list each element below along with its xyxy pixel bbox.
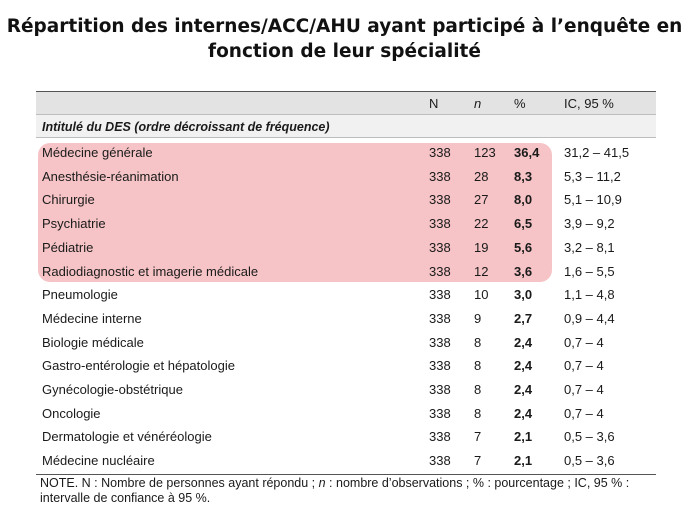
row-n-obs: 123 (474, 145, 496, 160)
section-label: Intitulé du DES (ordre décroissant de fréquence) (42, 120, 330, 134)
title-line-2: fonction de leur spécialité (208, 41, 481, 62)
row-percent: 6,5 (514, 216, 533, 232)
row-percent: 2,1 (514, 429, 533, 445)
column-header-n-total: N (429, 96, 439, 111)
row-label: Oncologie (42, 405, 101, 421)
row-n-total: 338 (429, 192, 451, 208)
row-percent: 2,4 (514, 358, 533, 374)
row-ci: 3,9 – 9,2 (564, 216, 615, 232)
row-label: Anesthésie-réanimation (42, 168, 179, 184)
row-percent: 2,4 (514, 382, 533, 397)
row-n-total: 338 (429, 310, 451, 326)
row-label: Chirurgie (42, 192, 95, 208)
row-ci: 5,1 – 10,9 (564, 192, 622, 208)
row-ci: 0,5 – 3,6 (564, 429, 615, 445)
row-ci: 0,7 – 4 (564, 358, 604, 374)
row-n-obs: 9 (474, 310, 482, 326)
column-header-ci: IC, 95 % (564, 96, 614, 111)
row-ci: 0,7 – 4 (564, 405, 604, 421)
row-label: Dermatologie et vénéréologie (42, 429, 212, 445)
row-n-obs: 7 (474, 453, 482, 469)
row-n-obs: 10 (474, 287, 489, 303)
row-label: Pneumologie (42, 287, 118, 303)
row-ci: 0,5 – 3,6 (564, 453, 615, 469)
row-n-total: 338 (429, 453, 451, 469)
row-label: Biologie médicale (42, 334, 144, 350)
row-percent: 3,0 (514, 287, 533, 303)
row-ci: 0,9 – 4,4 (564, 310, 615, 326)
row-percent: 5,6 (514, 239, 533, 255)
row-label: Radiodiagnostic et imagerie médicale (42, 263, 259, 279)
row-n-total: 338 (429, 382, 451, 397)
row-n-total: 338 (429, 405, 451, 421)
table-note (40, 476, 660, 506)
row-n-total: 338 (429, 168, 451, 184)
row-percent: 2,1 (514, 453, 533, 469)
row-percent: 2,4 (514, 334, 533, 350)
row-n-obs: 22 (474, 216, 489, 232)
table-header (36, 91, 656, 114)
row-n-obs: 27 (474, 192, 489, 208)
row-n-total: 338 (429, 239, 451, 255)
row-n-total: 338 (429, 263, 451, 279)
row-n-obs: 8 (474, 334, 482, 350)
row-ci: 3,2 – 8,1 (564, 239, 615, 255)
title-line-1: Répartition des internes/ACC/AHU ayant participé à l’enquête en (6, 16, 683, 37)
row-ci: 0,7 – 4 (564, 334, 604, 350)
row-n-obs: 8 (474, 405, 482, 421)
row-label: Gastro-entérologie et hépatologie (42, 358, 235, 374)
row-n-total: 338 (429, 145, 451, 160)
column-header-percent: % (514, 96, 526, 111)
row-label: Gynécologie-obstétrique (42, 382, 183, 397)
row-n-total: 338 (429, 334, 451, 350)
row-n-total: 338 (429, 429, 451, 445)
row-n-obs: 19 (474, 239, 489, 255)
row-label: Médecine nucléaire (42, 453, 155, 469)
row-ci: 5,3 – 11,2 (564, 168, 621, 184)
row-percent: 2,4 (514, 405, 533, 421)
row-percent: 8,0 (514, 192, 533, 208)
column-header-n-obs: n (474, 96, 482, 111)
row-n-total: 338 (429, 287, 451, 303)
row-percent: 3,6 (514, 263, 533, 279)
row-percent: 2,7 (514, 310, 533, 326)
row-ci: 0,7 – 4 (564, 382, 604, 397)
row-n-total: 338 (429, 216, 451, 232)
row-n-obs: 7 (474, 429, 482, 445)
row-ci: 1,6 – 5,5 (564, 263, 615, 279)
row-n-obs: 8 (474, 358, 482, 374)
row-percent: 8,3 (514, 168, 533, 184)
row-n-total: 338 (429, 358, 451, 374)
row-ci: 31,2 – 41,5 (564, 145, 630, 160)
row-ci: 1,1 – 4,8 (564, 287, 615, 303)
table-bottom-rule (36, 474, 656, 475)
row-label: Psychiatrie (42, 216, 106, 232)
highlighted-rows-box (38, 143, 552, 282)
row-label: Médecine générale (42, 145, 153, 160)
row-n-obs: 28 (474, 168, 489, 184)
row-n-obs: 8 (474, 382, 482, 397)
row-percent: 36,4 (514, 145, 540, 160)
note-part-1: NOTE. N : Nombre de personnes ayant répondu ; (40, 476, 319, 490)
row-label: Pédiatrie (42, 239, 94, 255)
note-part-2: : nombre d’observations ; % : pourcentage ; IC, 95 % : intervalle de confiance à 95 %. (40, 476, 630, 505)
note-n-italic: n (318, 476, 326, 490)
row-n-obs: 12 (474, 263, 489, 279)
row-label: Médecine interne (42, 310, 142, 326)
page-title (0, 14, 689, 64)
